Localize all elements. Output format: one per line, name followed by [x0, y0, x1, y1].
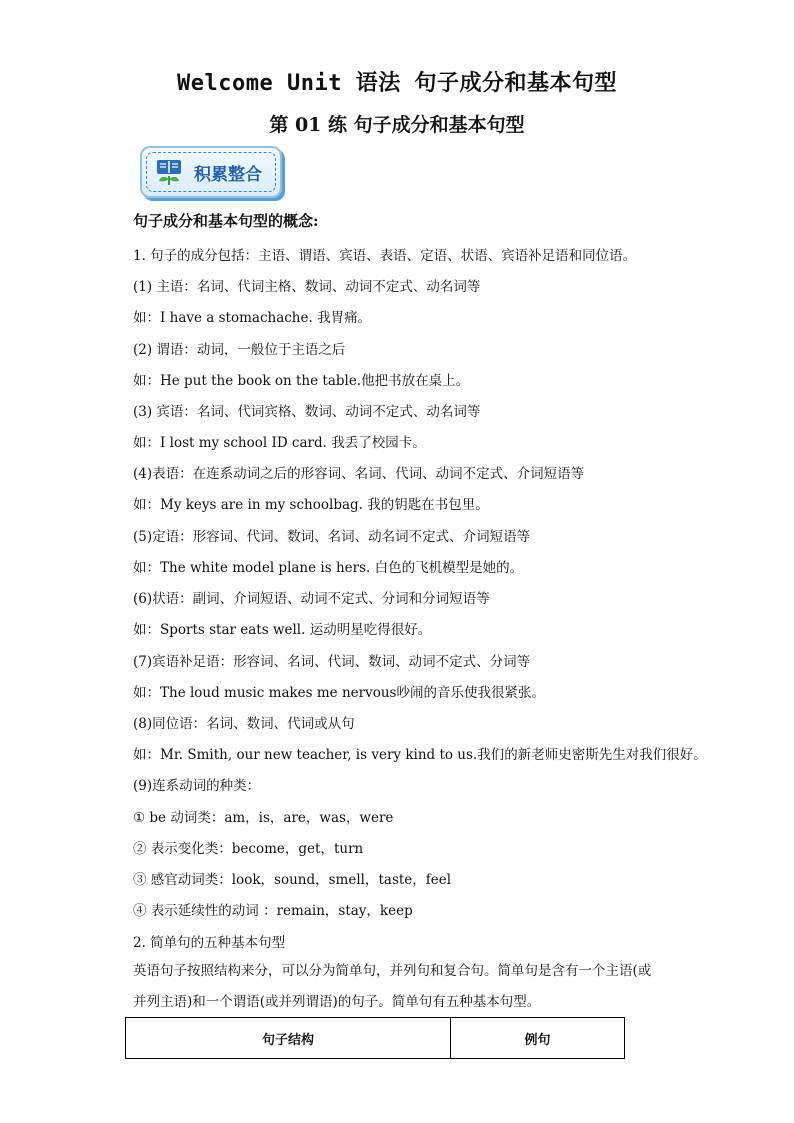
content-line: 如：My keys are in my schoolbag. 我的钥匙在书包里。: [133, 497, 489, 513]
content-line: 如：I have a stomachache. 我胃痛。: [133, 310, 372, 326]
page-title: Welcome Unit 语法 句子成分和基本句型: [177, 71, 617, 96]
section-badge: [140, 146, 282, 198]
content-line: (8)同位语：名词、数词、代词或从句: [133, 716, 355, 732]
content-line: (2) 谓语：动词，一般位于主语之后: [133, 342, 346, 358]
content-line: (9)连系动词的种类：: [133, 778, 261, 794]
content-line: (4)表语：在连系动词之后的形容词、名词、代词、动词不定式、介词短语等: [133, 466, 585, 482]
page-subtitle: 第 01 练 句子成分和基本句型: [269, 114, 525, 136]
intro-paragraph: 英语句子按照结构来分，可以分为简单句，并列句和复合句。简单句是含有一个主语(或并列主语)和一个谓语(或并列谓语)的句子。简单句有五种基本句型。: [133, 963, 652, 1010]
section-heading: 句子成分和基本句型的概念:: [133, 212, 319, 230]
content-line: (6)状语：副词、介词短语、动词不定式、分词和分词短语等: [133, 591, 490, 607]
content-line: (3) 宾语：名词、代词宾格、数词、动词不定式、动名词等: [133, 404, 481, 420]
content-line: 如：The loud music makes me nervous吵闹的音乐使我很紧张。: [133, 685, 545, 701]
content-line: (1) 主语：名词、代词主格、数词、动词不定式、动名词等: [133, 279, 481, 295]
content-line: ③ 感官动词类：look，sound，smell，taste，feel: [133, 872, 452, 888]
book-plant-icon: [154, 157, 184, 187]
table-header-row: [126, 1018, 625, 1059]
content-line: (5)定语：形容词、代词、数词、名词、动名词不定式、介词短语等: [133, 529, 531, 545]
content-line: ④ 表示延续性的动词 ：remain，stay，keep: [133, 903, 413, 919]
content-line: 如：The white model plane is hers. 白色的飞机模型是她的。: [133, 560, 524, 576]
content-line: ① be 动词类：am，is，are，was，were: [133, 810, 394, 826]
content-line: 如：I lost my school ID card. 我丢了校园卡。: [133, 435, 426, 451]
content-line: 如：Mr. Smith, our new teacher, is very kind to us.我们的新老师史密斯先生对我们很好。: [133, 747, 707, 763]
content-line: 2. 简单句的五种基本句型: [133, 935, 286, 951]
sentence-structure-table: [125, 1017, 625, 1059]
content-line: ② 表示变化类：become，get，turn: [133, 841, 364, 857]
badge-label: 积累整合: [194, 165, 262, 185]
content-line: (7)宾语补足语：形容词、名词、代词、数词、动词不定式、分词等: [133, 654, 531, 670]
content-line: 1. 句子的成分包括：主语、谓语、宾语、表语、定语、状语、宾语补足语和同位语。: [133, 248, 637, 264]
content-line: 如：He put the book on the table.他把书放在桌上。: [133, 373, 470, 389]
table-header-structure: 句子结构: [126, 1018, 451, 1059]
content-line: 如：Sports star eats well. 运动明星吃得很好。: [133, 622, 432, 638]
table-header-example: 例句: [451, 1018, 625, 1059]
